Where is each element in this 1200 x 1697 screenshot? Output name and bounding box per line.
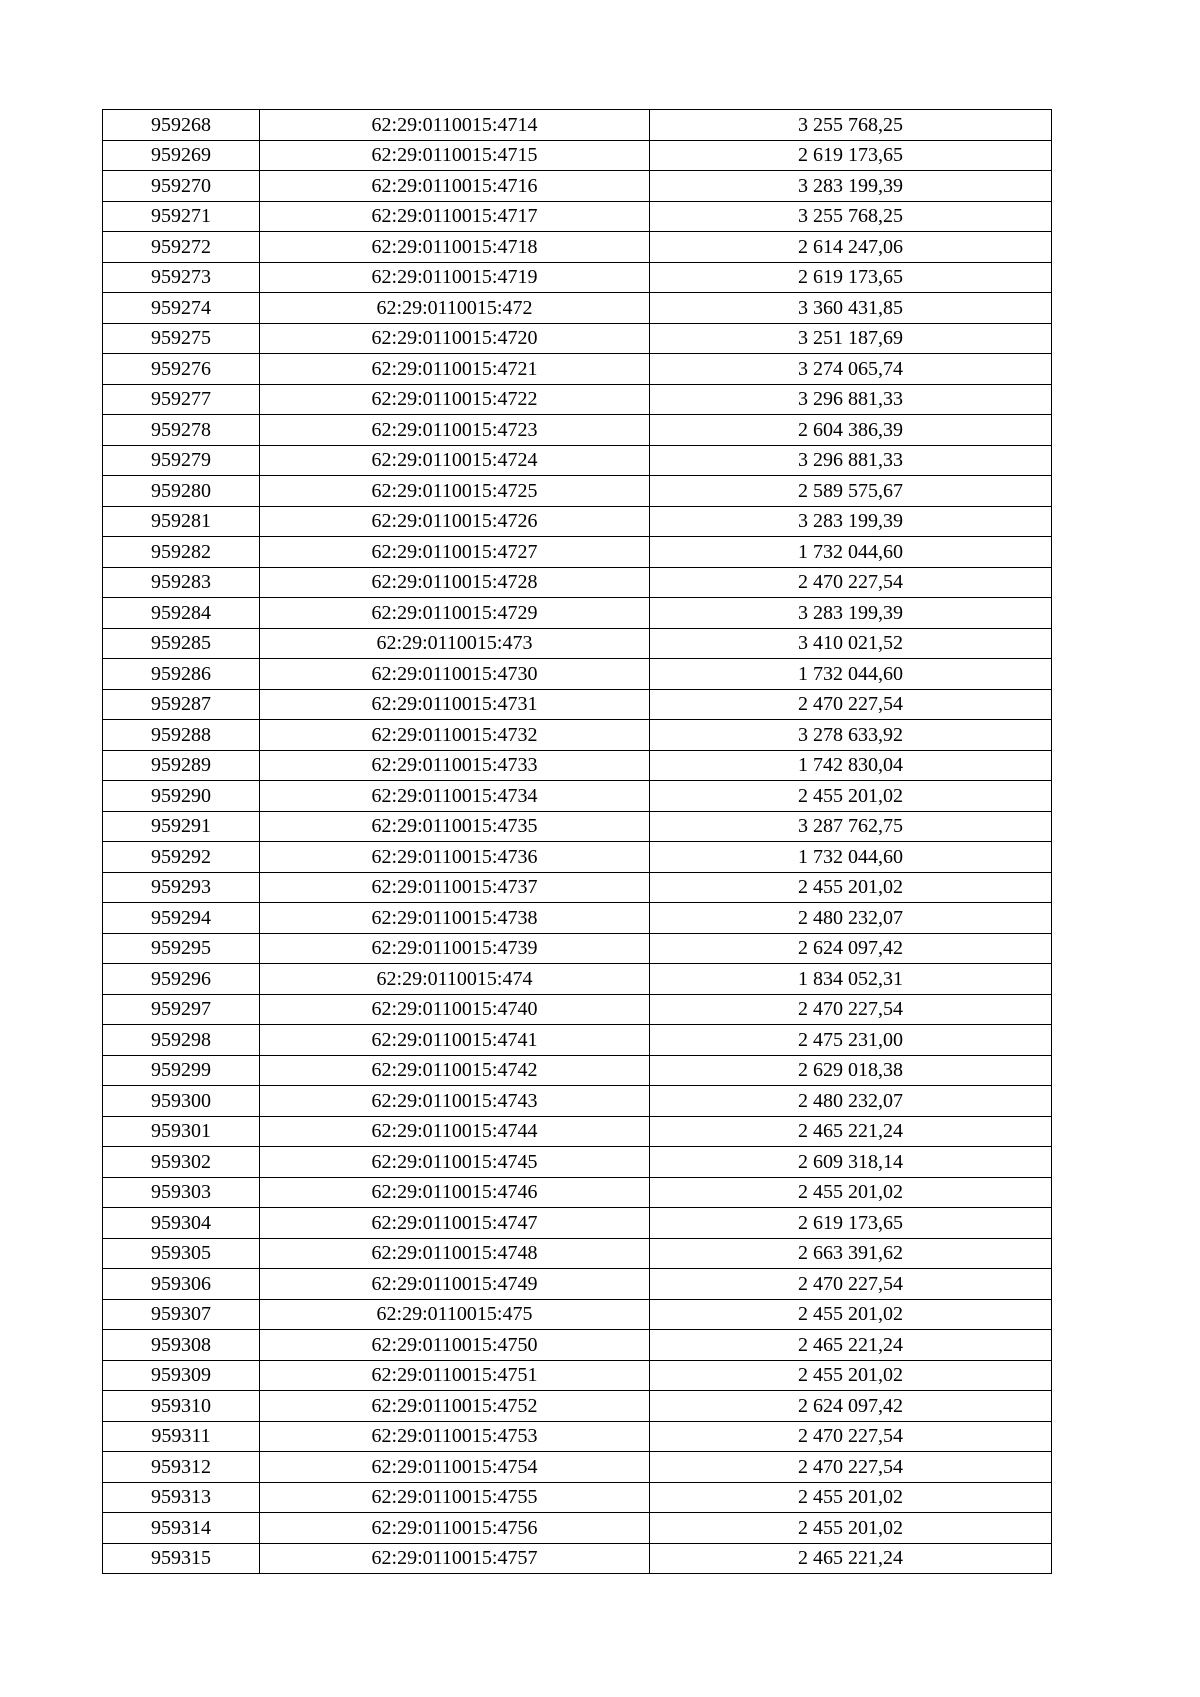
- row-number-cell: 959312: [103, 1452, 260, 1483]
- value-cell: 2 455 201,02: [650, 872, 1052, 903]
- cadastral-number-cell: 62:29:0110015:4721: [260, 354, 650, 385]
- value-cell: 2 619 173,65: [650, 262, 1052, 293]
- row-number-cell: 959310: [103, 1391, 260, 1422]
- row-number-cell: 959290: [103, 781, 260, 812]
- cadastral-number-cell: 62:29:0110015:4745: [260, 1147, 650, 1178]
- cadastral-number-cell: 62:29:0110015:4750: [260, 1330, 650, 1361]
- row-number-cell: 959311: [103, 1421, 260, 1452]
- table-row: [103, 110, 1052, 141]
- value-cell: 2 619 173,65: [650, 1208, 1052, 1239]
- table-row: [103, 506, 1052, 537]
- row-number-cell: 959314: [103, 1513, 260, 1544]
- value-cell: 2 624 097,42: [650, 933, 1052, 964]
- table-row: [103, 689, 1052, 720]
- cadastral-number-cell: 62:29:0110015:4749: [260, 1269, 650, 1300]
- table-row: [103, 1238, 1052, 1269]
- value-cell: 1 732 044,60: [650, 537, 1052, 568]
- cadastral-number-cell: 62:29:0110015:4714: [260, 110, 650, 141]
- row-number-cell: 959278: [103, 415, 260, 446]
- value-cell: 2 604 386,39: [650, 415, 1052, 446]
- cadastral-number-cell: 62:29:0110015:4754: [260, 1452, 650, 1483]
- table-row: [103, 994, 1052, 1025]
- table-row: [103, 1208, 1052, 1239]
- row-number-cell: 959276: [103, 354, 260, 385]
- table-row: [103, 903, 1052, 934]
- value-cell: 3 283 199,39: [650, 598, 1052, 629]
- cadastral-number-cell: 62:29:0110015:4746: [260, 1177, 650, 1208]
- value-cell: 2 475 231,00: [650, 1025, 1052, 1056]
- cadastral-number-cell: 62:29:0110015:4743: [260, 1086, 650, 1117]
- cadastral-number-cell: 62:29:0110015:4739: [260, 933, 650, 964]
- row-number-cell: 959315: [103, 1543, 260, 1574]
- row-number-cell: 959281: [103, 506, 260, 537]
- value-cell: 2 589 575,67: [650, 476, 1052, 507]
- row-number-cell: 959294: [103, 903, 260, 934]
- cadastral-number-cell: 62:29:0110015:4741: [260, 1025, 650, 1056]
- row-number-cell: 959284: [103, 598, 260, 629]
- row-number-cell: 959287: [103, 689, 260, 720]
- row-number-cell: 959298: [103, 1025, 260, 1056]
- value-cell: 2 465 221,24: [650, 1116, 1052, 1147]
- row-number-cell: 959295: [103, 933, 260, 964]
- cadastral-number-cell: 62:29:0110015:472: [260, 293, 650, 324]
- table-row: [103, 354, 1052, 385]
- table-row: [103, 598, 1052, 629]
- value-cell: 3 283 199,39: [650, 506, 1052, 537]
- cadastral-number-cell: 62:29:0110015:473: [260, 628, 650, 659]
- value-cell: 3 278 633,92: [650, 720, 1052, 751]
- value-cell: 2 470 227,54: [650, 1421, 1052, 1452]
- value-cell: 2 609 318,14: [650, 1147, 1052, 1178]
- value-cell: 1 834 052,31: [650, 964, 1052, 995]
- value-cell: 3 296 881,33: [650, 384, 1052, 415]
- cadastral-number-cell: 62:29:0110015:474: [260, 964, 650, 995]
- table-row: [103, 1086, 1052, 1117]
- table-row: [103, 811, 1052, 842]
- table-row: [103, 720, 1052, 751]
- table-row: [103, 293, 1052, 324]
- cadastral-number-cell: 62:29:0110015:4716: [260, 171, 650, 202]
- table-row: [103, 933, 1052, 964]
- row-number-cell: 959302: [103, 1147, 260, 1178]
- cadastral-number-cell: 62:29:0110015:4738: [260, 903, 650, 934]
- cadastral-number-cell: 62:29:0110015:4729: [260, 598, 650, 629]
- row-number-cell: 959274: [103, 293, 260, 324]
- value-cell: 2 455 201,02: [650, 1299, 1052, 1330]
- cadastral-number-cell: 62:29:0110015:4731: [260, 689, 650, 720]
- row-number-cell: 959305: [103, 1238, 260, 1269]
- value-cell: 2 619 173,65: [650, 140, 1052, 171]
- cadastral-number-cell: 62:29:0110015:4736: [260, 842, 650, 873]
- table-row: [103, 1360, 1052, 1391]
- table-row: [103, 323, 1052, 354]
- row-number-cell: 959283: [103, 567, 260, 598]
- cadastral-number-cell: 62:29:0110015:4715: [260, 140, 650, 171]
- row-number-cell: 959270: [103, 171, 260, 202]
- cadastral-number-cell: 62:29:0110015:4725: [260, 476, 650, 507]
- row-number-cell: 959292: [103, 842, 260, 873]
- table-body: [103, 110, 1052, 1574]
- row-number-cell: 959301: [103, 1116, 260, 1147]
- table-row: [103, 1452, 1052, 1483]
- table-row: [103, 1269, 1052, 1300]
- value-cell: 2 470 227,54: [650, 1452, 1052, 1483]
- value-cell: 2 624 097,42: [650, 1391, 1052, 1422]
- table-row: [103, 781, 1052, 812]
- cadastral-number-cell: 62:29:0110015:4724: [260, 445, 650, 476]
- row-number-cell: 959268: [103, 110, 260, 141]
- data-table: [102, 109, 1052, 1574]
- value-cell: 3 255 768,25: [650, 110, 1052, 141]
- row-number-cell: 959277: [103, 384, 260, 415]
- row-number-cell: 959309: [103, 1360, 260, 1391]
- row-number-cell: 959269: [103, 140, 260, 171]
- table-row: [103, 1391, 1052, 1422]
- row-number-cell: 959304: [103, 1208, 260, 1239]
- cadastral-number-cell: 62:29:0110015:4735: [260, 811, 650, 842]
- value-cell: 2 465 221,24: [650, 1543, 1052, 1574]
- row-number-cell: 959313: [103, 1482, 260, 1513]
- value-cell: 3 287 762,75: [650, 811, 1052, 842]
- row-number-cell: 959293: [103, 872, 260, 903]
- row-number-cell: 959280: [103, 476, 260, 507]
- row-number-cell: 959275: [103, 323, 260, 354]
- row-number-cell: 959288: [103, 720, 260, 751]
- table-row: [103, 384, 1052, 415]
- table-row: [103, 476, 1052, 507]
- row-number-cell: 959307: [103, 1299, 260, 1330]
- value-cell: 2 480 232,07: [650, 903, 1052, 934]
- value-cell: 2 663 391,62: [650, 1238, 1052, 1269]
- row-number-cell: 959285: [103, 628, 260, 659]
- table-row: [103, 1055, 1052, 1086]
- cadastral-number-cell: 62:29:0110015:4719: [260, 262, 650, 293]
- value-cell: 1 742 830,04: [650, 750, 1052, 781]
- row-number-cell: 959273: [103, 262, 260, 293]
- row-number-cell: 959306: [103, 1269, 260, 1300]
- cadastral-number-cell: 62:29:0110015:4726: [260, 506, 650, 537]
- table-row: [103, 201, 1052, 232]
- value-cell: 2 455 201,02: [650, 1360, 1052, 1391]
- table-row: [103, 445, 1052, 476]
- row-number-cell: 959272: [103, 232, 260, 263]
- cadastral-number-cell: 62:29:0110015:4747: [260, 1208, 650, 1239]
- table-row: [103, 567, 1052, 598]
- value-cell: 2 455 201,02: [650, 781, 1052, 812]
- cadastral-number-cell: 62:29:0110015:4717: [260, 201, 650, 232]
- table-row: [103, 659, 1052, 690]
- value-cell: 1 732 044,60: [650, 659, 1052, 690]
- table-row: [103, 1025, 1052, 1056]
- table-row: [103, 1147, 1052, 1178]
- value-cell: 3 255 768,25: [650, 201, 1052, 232]
- cadastral-number-cell: 62:29:0110015:4734: [260, 781, 650, 812]
- row-number-cell: 959300: [103, 1086, 260, 1117]
- value-cell: 2 629 018,38: [650, 1055, 1052, 1086]
- cadastral-number-cell: 62:29:0110015:4740: [260, 994, 650, 1025]
- table-row: [103, 1299, 1052, 1330]
- cadastral-number-cell: 62:29:0110015:4720: [260, 323, 650, 354]
- value-cell: 2 455 201,02: [650, 1513, 1052, 1544]
- value-cell: 2 470 227,54: [650, 1269, 1052, 1300]
- cadastral-number-cell: 62:29:0110015:4722: [260, 384, 650, 415]
- cadastral-number-cell: 62:29:0110015:4748: [260, 1238, 650, 1269]
- cadastral-number-cell: 62:29:0110015:4732: [260, 720, 650, 751]
- row-number-cell: 959303: [103, 1177, 260, 1208]
- cadastral-number-cell: 62:29:0110015:4744: [260, 1116, 650, 1147]
- table-row: [103, 842, 1052, 873]
- cadastral-number-cell: 62:29:0110015:4723: [260, 415, 650, 446]
- cadastral-number-cell: 62:29:0110015:4728: [260, 567, 650, 598]
- value-cell: 3 296 881,33: [650, 445, 1052, 476]
- row-number-cell: 959279: [103, 445, 260, 476]
- table-row: [103, 1177, 1052, 1208]
- value-cell: 3 251 187,69: [650, 323, 1052, 354]
- table-row: [103, 1116, 1052, 1147]
- table-row: [103, 537, 1052, 568]
- value-cell: 3 360 431,85: [650, 293, 1052, 324]
- value-cell: 2 480 232,07: [650, 1086, 1052, 1117]
- cadastral-number-cell: 62:29:0110015:4752: [260, 1391, 650, 1422]
- value-cell: 3 274 065,74: [650, 354, 1052, 385]
- table-row: [103, 1513, 1052, 1544]
- table-row: [103, 415, 1052, 446]
- value-cell: 2 614 247,06: [650, 232, 1052, 263]
- row-number-cell: 959296: [103, 964, 260, 995]
- table-row: [103, 171, 1052, 202]
- row-number-cell: 959308: [103, 1330, 260, 1361]
- table-row: [103, 232, 1052, 263]
- row-number-cell: 959282: [103, 537, 260, 568]
- value-cell: 2 470 227,54: [650, 994, 1052, 1025]
- table-row: [103, 872, 1052, 903]
- cadastral-number-cell: 62:29:0110015:4755: [260, 1482, 650, 1513]
- cadastral-number-cell: 62:29:0110015:4727: [260, 537, 650, 568]
- value-cell: 2 470 227,54: [650, 689, 1052, 720]
- cadastral-number-cell: 62:29:0110015:4742: [260, 1055, 650, 1086]
- table-row: [103, 1330, 1052, 1361]
- table-row: [103, 1482, 1052, 1513]
- value-cell: 2 465 221,24: [650, 1330, 1052, 1361]
- cadastral-number-cell: 62:29:0110015:4751: [260, 1360, 650, 1391]
- row-number-cell: 959289: [103, 750, 260, 781]
- value-cell: 1 732 044,60: [650, 842, 1052, 873]
- cadastral-number-cell: 62:29:0110015:4737: [260, 872, 650, 903]
- value-cell: 2 455 201,02: [650, 1177, 1052, 1208]
- row-number-cell: 959286: [103, 659, 260, 690]
- cadastral-number-cell: 62:29:0110015:4756: [260, 1513, 650, 1544]
- row-number-cell: 959299: [103, 1055, 260, 1086]
- cadastral-number-cell: 62:29:0110015:4757: [260, 1543, 650, 1574]
- table-row: [103, 262, 1052, 293]
- table-row: [103, 750, 1052, 781]
- table-row: [103, 628, 1052, 659]
- value-cell: 2 470 227,54: [650, 567, 1052, 598]
- table-row: [103, 140, 1052, 171]
- table-row: [103, 964, 1052, 995]
- cadastral-number-cell: 62:29:0110015:4718: [260, 232, 650, 263]
- row-number-cell: 959291: [103, 811, 260, 842]
- cadastral-number-cell: 62:29:0110015:475: [260, 1299, 650, 1330]
- value-cell: 3 283 199,39: [650, 171, 1052, 202]
- row-number-cell: 959297: [103, 994, 260, 1025]
- value-cell: 2 455 201,02: [650, 1482, 1052, 1513]
- row-number-cell: 959271: [103, 201, 260, 232]
- table-row: [103, 1421, 1052, 1452]
- cadastral-number-cell: 62:29:0110015:4753: [260, 1421, 650, 1452]
- cadastral-number-cell: 62:29:0110015:4733: [260, 750, 650, 781]
- table-row: [103, 1543, 1052, 1574]
- cadastral-number-cell: 62:29:0110015:4730: [260, 659, 650, 690]
- value-cell: 3 410 021,52: [650, 628, 1052, 659]
